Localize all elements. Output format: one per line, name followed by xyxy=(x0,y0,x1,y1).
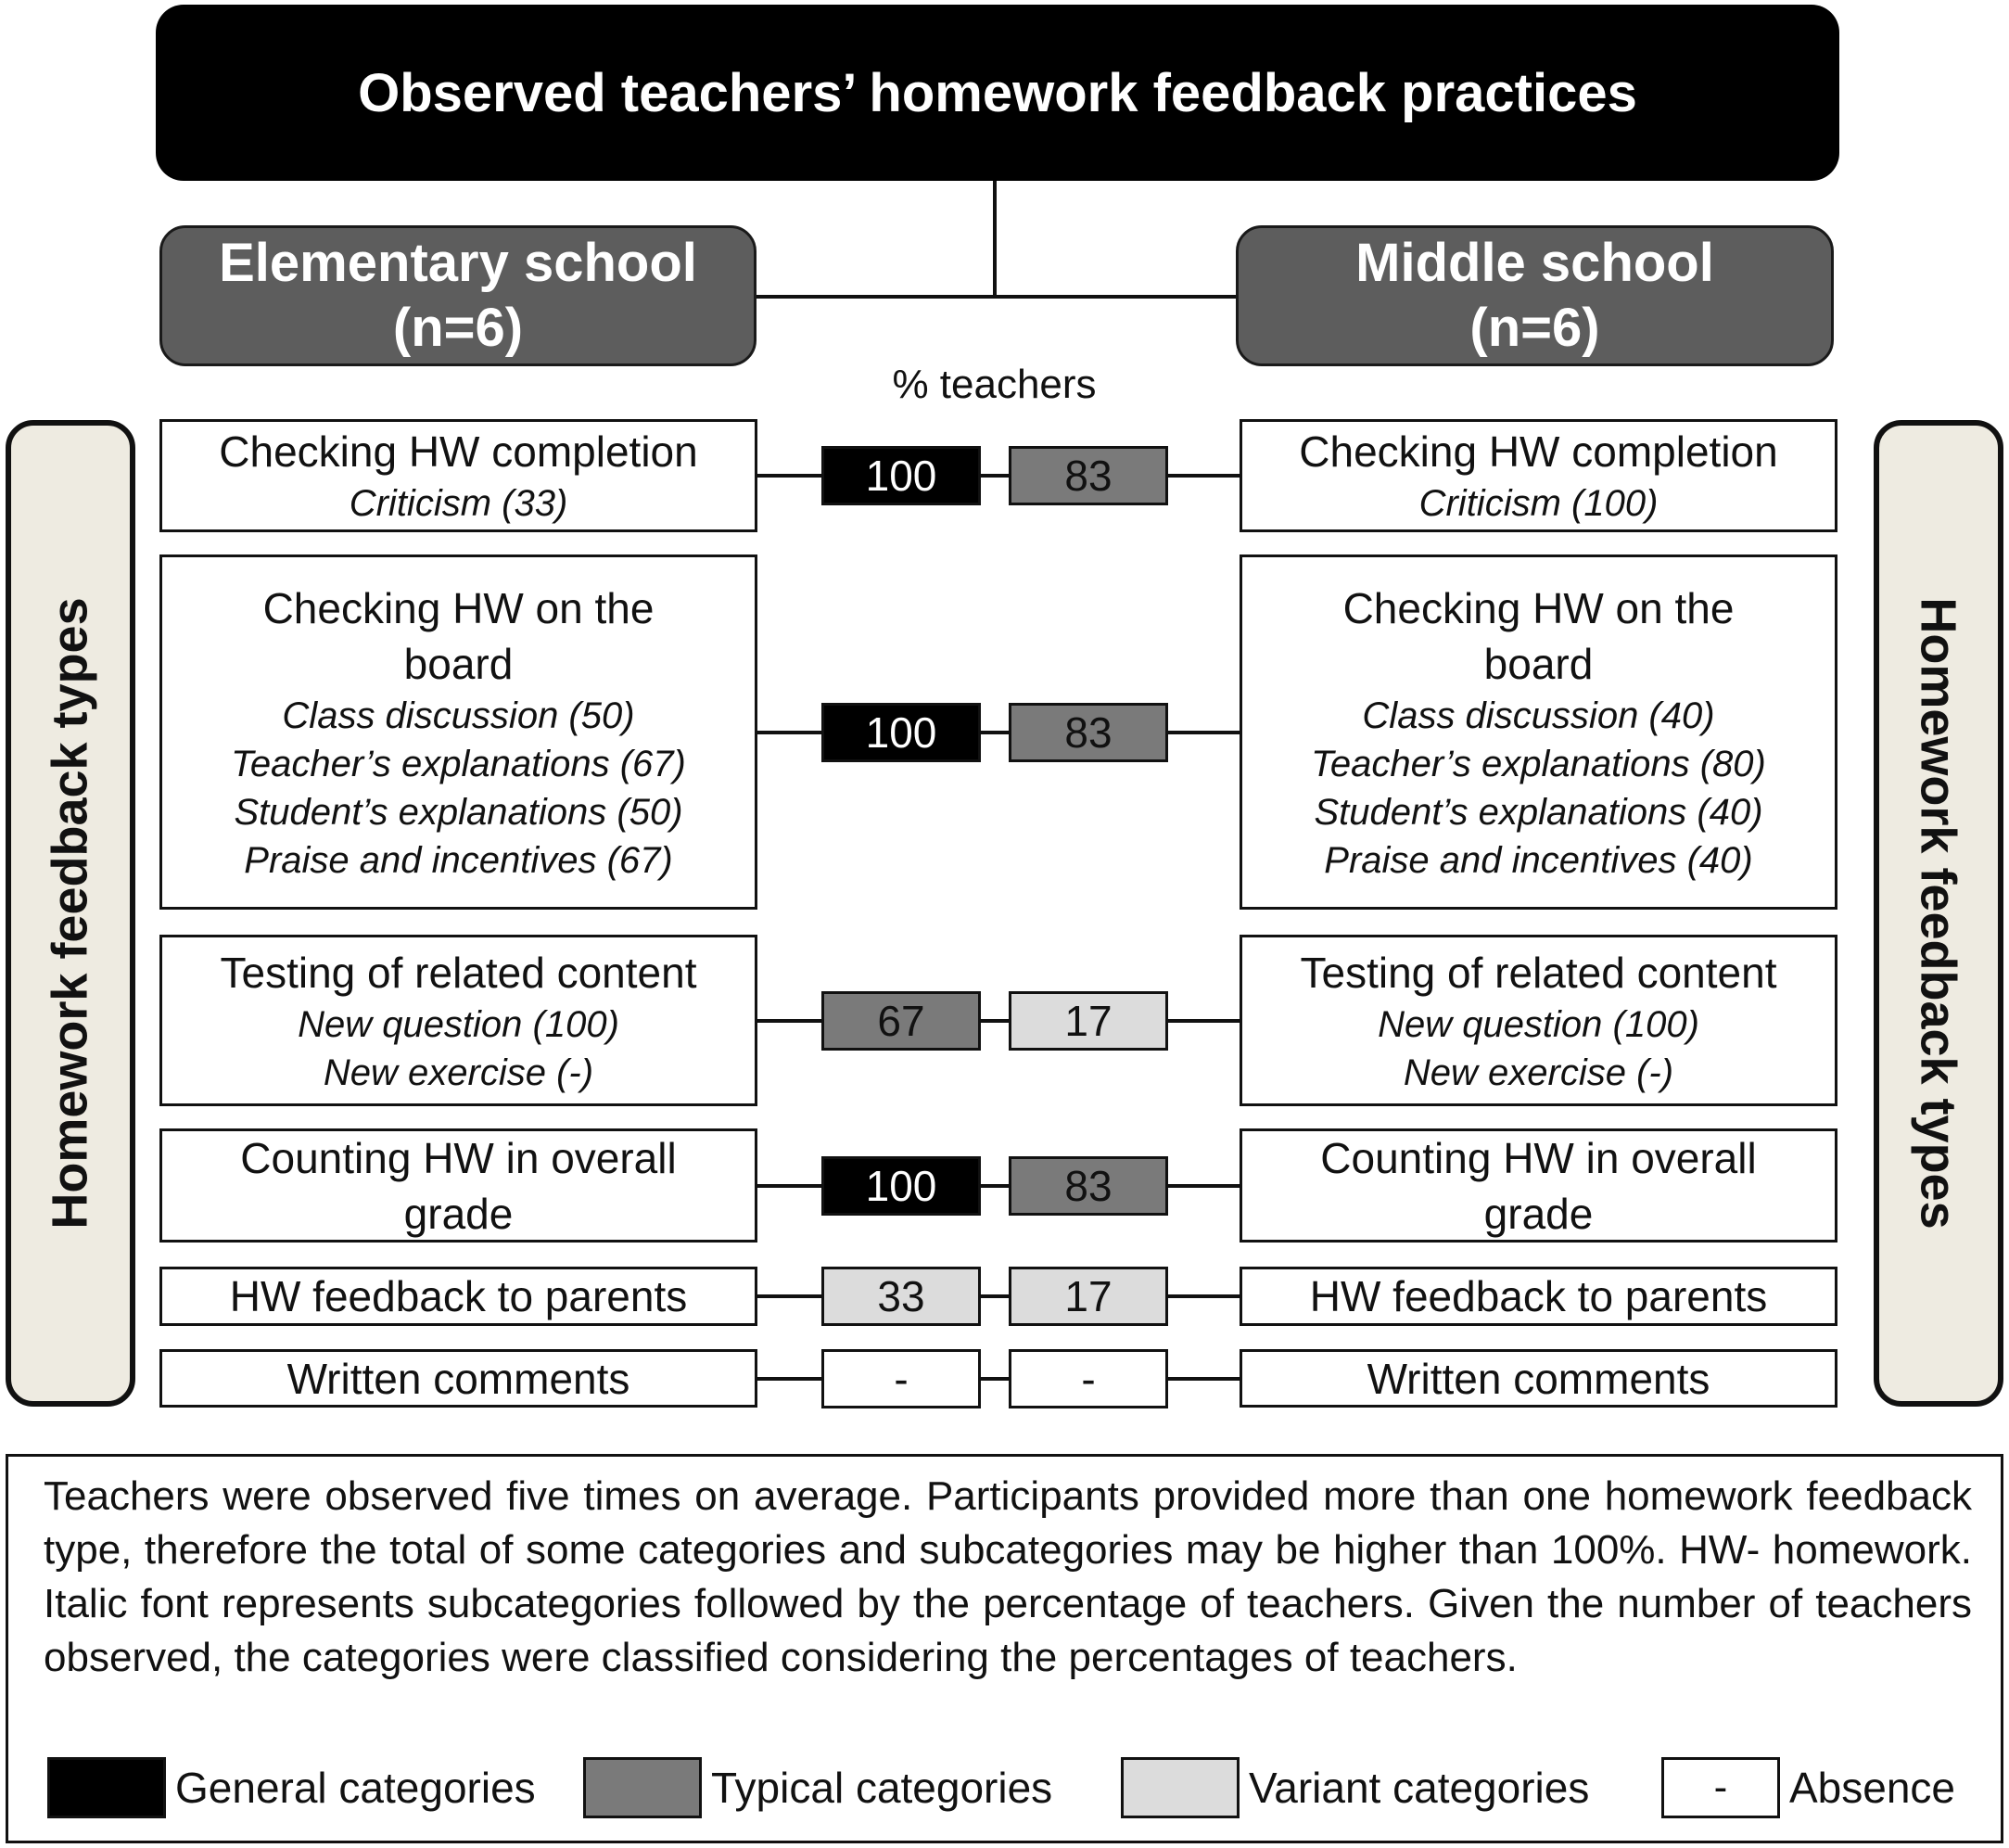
elementary-category-box xyxy=(159,935,757,1106)
subcategory-label: Criticism (100) xyxy=(1418,483,1659,524)
subcategory-label: Student’s explanations (40) xyxy=(1314,791,1763,833)
subcategory-label: Praise and incentives (67) xyxy=(244,839,673,881)
elementary-percent-badge: 100 xyxy=(821,703,981,762)
middle-school-label: Middle school xyxy=(1355,233,1714,293)
notes-box xyxy=(6,1454,2003,1843)
title-stem-line xyxy=(993,181,997,297)
middle-school-count: (n=6) xyxy=(1469,298,1600,358)
category-title: board xyxy=(1483,639,1594,688)
middle-category-box xyxy=(1240,554,1837,910)
category-title: Checking HW completion xyxy=(1299,427,1778,476)
legend-item-absence xyxy=(1661,1757,1955,1818)
category-title: grade xyxy=(1483,1189,1594,1238)
middle-school-box xyxy=(1236,225,1834,366)
category-title: grade xyxy=(403,1189,514,1238)
legend-label-absence: Absence xyxy=(1789,1764,1956,1812)
middle-category-box xyxy=(1240,1267,1837,1326)
middle-percent-badge: 83 xyxy=(1009,446,1168,505)
category-title: Written comments xyxy=(286,1354,630,1403)
middle-percent-badge: 17 xyxy=(1009,1267,1168,1326)
category-title: Counting HW in overall xyxy=(1320,1133,1757,1182)
legend-item-variant xyxy=(1121,1757,1589,1818)
diagram-title-text: Observed teachers’ homework feedback practices xyxy=(358,62,1637,123)
category-title: Testing of related content xyxy=(1300,948,1777,997)
category-title: Checking HW completion xyxy=(219,427,698,476)
subcategory-label: New exercise (-) xyxy=(323,1051,594,1093)
elementary-category-box xyxy=(159,1349,757,1408)
subcategory-label: Class discussion (40) xyxy=(1362,695,1715,736)
percent-teachers-header: % teachers xyxy=(892,362,1097,407)
elementary-school-label: Elementary school xyxy=(219,233,697,293)
elementary-school-box xyxy=(159,225,757,366)
middle-category-box xyxy=(1240,1128,1837,1243)
side-label-left xyxy=(6,420,135,1407)
school-connector-line xyxy=(755,295,1237,299)
side-label-left-text: Homework feedback types xyxy=(43,597,98,1230)
category-title: Checking HW on the xyxy=(262,583,655,632)
middle-category-box xyxy=(1240,935,1837,1106)
subcategory-label: Teacher’s explanations (67) xyxy=(231,743,686,784)
side-label-right-text: Homework feedback types xyxy=(1911,597,1966,1230)
elementary-percent-badge: 33 xyxy=(821,1267,981,1326)
legend-swatch-general xyxy=(47,1757,166,1818)
subcategory-label: Student’s explanations (50) xyxy=(234,791,683,833)
middle-percent-badge: - xyxy=(1009,1349,1168,1408)
middle-percent-badge: 17 xyxy=(1009,991,1168,1051)
subcategory-label: Teacher’s explanations (80) xyxy=(1311,743,1766,784)
elementary-percent-badge: 100 xyxy=(821,446,981,505)
legend-swatch-variant xyxy=(1121,1757,1240,1818)
subcategory-label: Praise and incentives (40) xyxy=(1324,839,1753,881)
legend-label-variant: Variant categories xyxy=(1249,1764,1590,1812)
middle-percent-badge: 83 xyxy=(1009,703,1168,762)
category-title: Written comments xyxy=(1367,1354,1710,1403)
category-title: HW feedback to parents xyxy=(1309,1272,1768,1320)
category-title: Testing of related content xyxy=(220,948,697,997)
elementary-category-box xyxy=(159,554,757,910)
elementary-percent-badge: 67 xyxy=(821,991,981,1051)
elementary-category-box xyxy=(159,419,757,532)
category-title: board xyxy=(403,639,514,688)
legend-label-typical: Typical categories xyxy=(711,1764,1053,1812)
notes-text: Teachers were observed five times on average. Participants provided more than one homework feedback type, therefore the total of some categories and subcategories may be higher than 100%. HW- homework. Italic font represents subcategories followed by the percentage of teachers. Given the number of teachers observed, the categories were classified considering the percentages of teachers. xyxy=(44,1473,1972,1680)
elementary-percent-badge: - xyxy=(821,1349,981,1408)
legend-label-general: General categories xyxy=(175,1764,536,1812)
middle-percent-badge: 83 xyxy=(1009,1156,1168,1216)
legend-swatch-typical xyxy=(583,1757,702,1818)
middle-category-box xyxy=(1240,419,1837,532)
side-label-right xyxy=(1874,420,2003,1407)
category-title: HW feedback to parents xyxy=(229,1272,688,1320)
category-title: Counting HW in overall xyxy=(240,1133,677,1182)
legend-item-typical xyxy=(583,1757,1052,1818)
subcategory-label: Criticism (33) xyxy=(349,483,568,524)
middle-category-box xyxy=(1240,1349,1837,1408)
legend-item-general xyxy=(47,1757,536,1818)
subcategory-label: Class discussion (50) xyxy=(282,695,635,736)
legend-swatch-absence: - xyxy=(1661,1757,1780,1818)
elementary-school-count: (n=6) xyxy=(392,298,524,358)
category-title: Checking HW on the xyxy=(1342,583,1735,632)
elementary-category-box xyxy=(159,1128,757,1243)
diagram-title xyxy=(156,5,1839,181)
subcategory-label: New question (100) xyxy=(298,1003,619,1045)
elementary-percent-badge: 100 xyxy=(821,1156,981,1216)
subcategory-label: New question (100) xyxy=(1378,1003,1699,1045)
subcategory-label: New exercise (-) xyxy=(1403,1051,1674,1093)
elementary-category-box xyxy=(159,1267,757,1326)
